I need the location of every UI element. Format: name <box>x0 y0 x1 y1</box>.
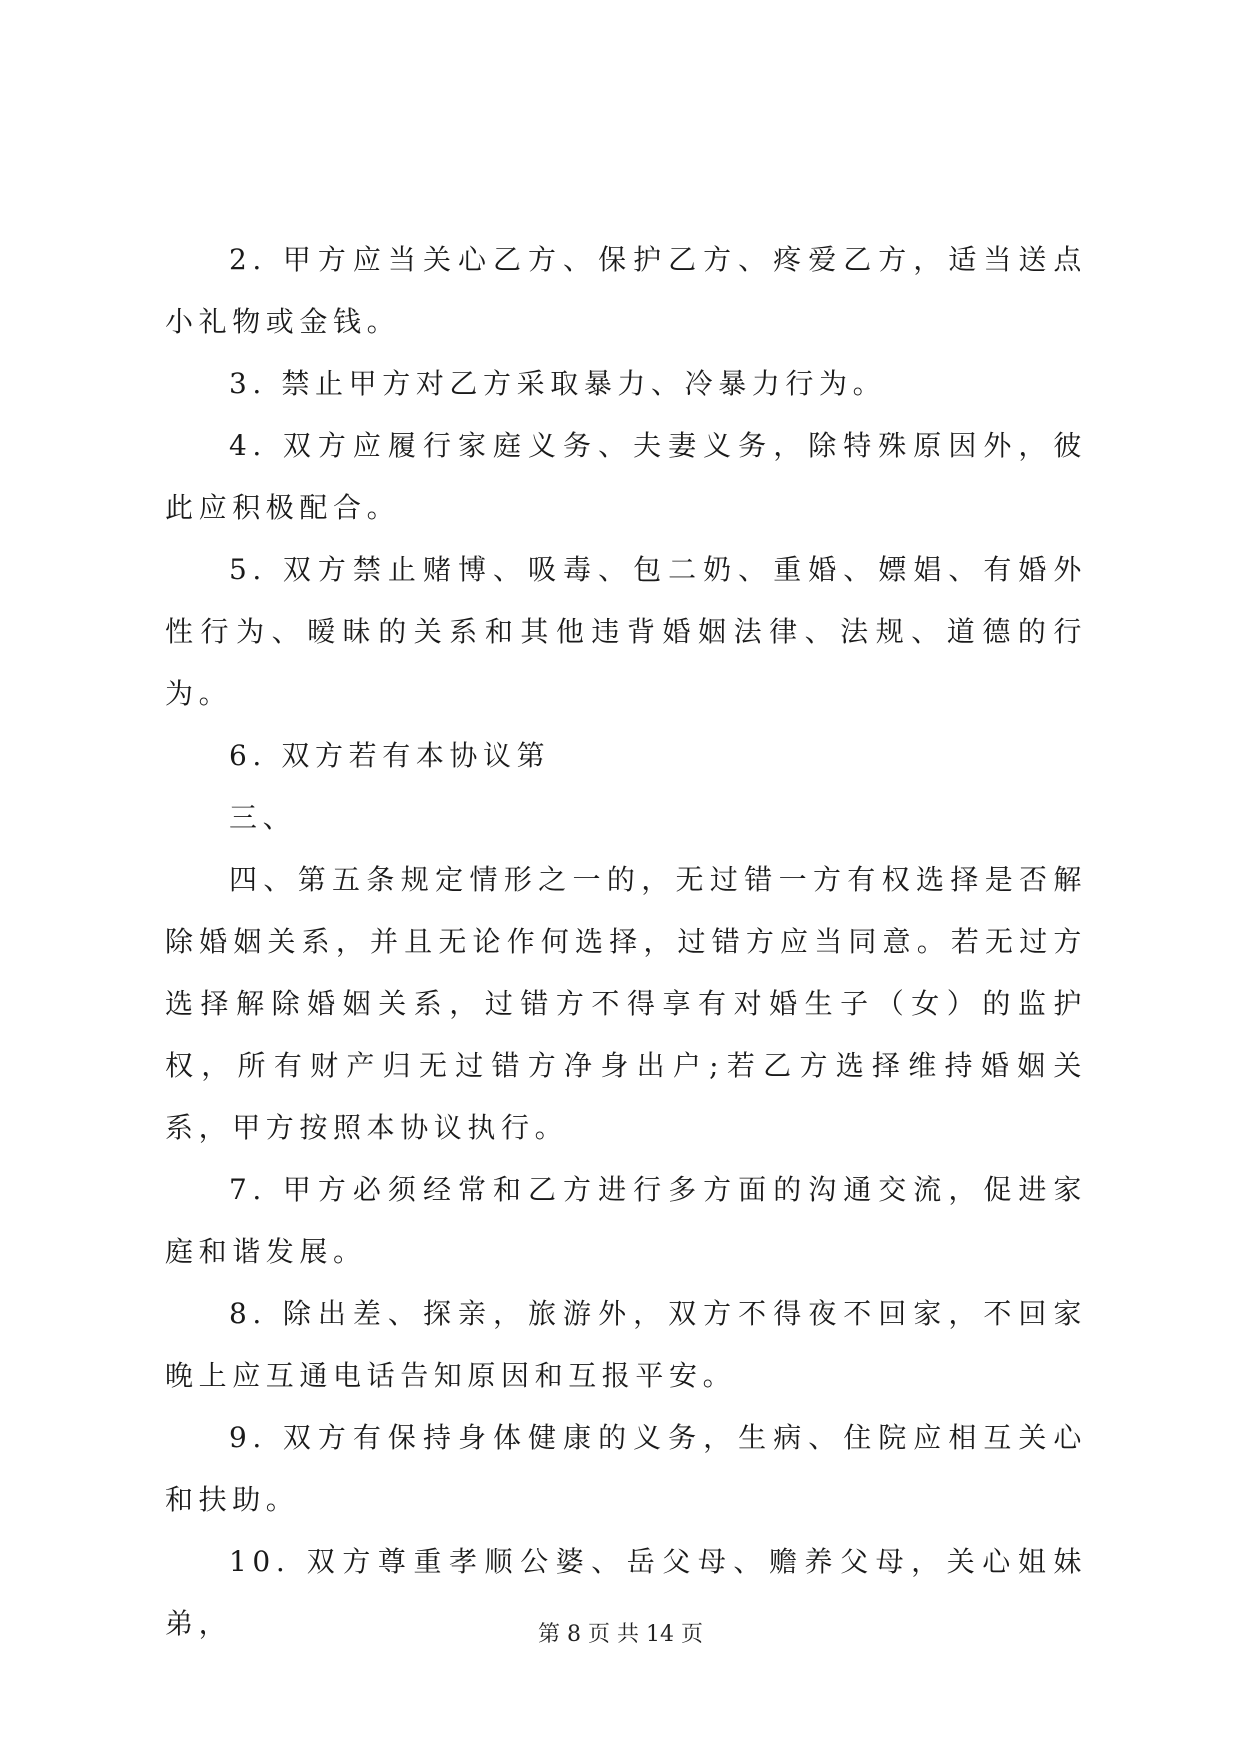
paragraph-8: 8. 除出差、探亲，旅游外，双方不得夜不回家，不回家晚上应互通电话告知原因和互报平安。 <box>165 1297 1087 1392</box>
paragraph-4: 4. 双方应履行家庭义务、夫妻义务，除特殊原因外，彼此应积极配合。 <box>165 429 1087 524</box>
paragraph-section-three: 三、 <box>229 801 297 834</box>
paragraph-3: 3. 禁止甲方对乙方采取暴力、冷暴力行为。 <box>229 367 887 400</box>
page-number-footer: 第 8 页 共 14 页 <box>538 1622 703 1647</box>
paragraph-6: 6. 双方若有本协议第 <box>229 739 551 772</box>
paragraph-section-four: 四、第五条规定情形之一的，无过错一方有权选择是否解除婚姻关系，并且无论作何选择，过错方应当同意。若无过方选择解除婚姻关系，过错方不得享有对婚生子（女）的监护权，所有财产归无过错方净身出户;若乙方选择维持婚姻关系，甲方按照本协议执行。 <box>165 863 1087 1144</box>
paragraph-7: 7. 甲方必须经常和乙方进行多方面的沟通交流，促进家庭和谐发展。 <box>165 1173 1087 1268</box>
document-body <box>165 229 1087 1655</box>
paragraph-2: 2. 甲方应当关心乙方、保护乙方、疼爱乙方，适当送点小礼物或金钱。 <box>165 243 1087 338</box>
paragraph-5: 5. 双方禁止赌博、吸毒、包二奶、重婚、嫖娼、有婚外性行为、暧昧的关系和其他违背婚姻法律、法规、道德的行为。 <box>165 553 1087 710</box>
paragraph-10: 10. 双方尊重孝顺公婆、岳父母、赡养父母，关心姐妹弟， <box>165 1545 1087 1640</box>
paragraph-9: 9. 双方有保持身体健康的义务，生病、住院应相互关心和扶助。 <box>165 1421 1087 1516</box>
